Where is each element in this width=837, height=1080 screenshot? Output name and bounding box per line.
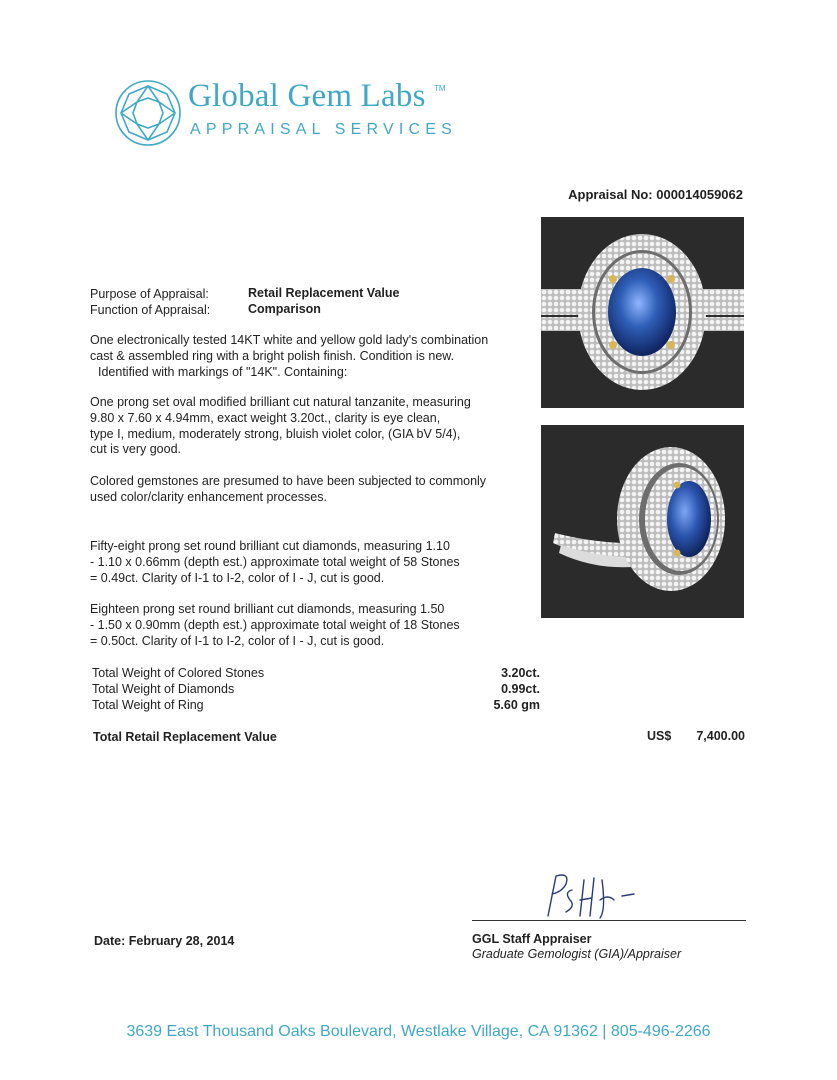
trademark-mark: TM [434,84,446,93]
diamonds-58-description [90,539,530,586]
text-line: Colored gemstones are presumed to have been subjected to commonly [90,474,487,488]
ring-photo-side-view [541,425,744,618]
purpose-value: Retail Replacement Value [248,286,400,300]
retail-value-amount: 7,400.00 [696,729,745,743]
text-line: = 0.49ct. Clarity of I-1 to I-2, color of I - J, cut is good. [90,570,385,585]
text-line: Fifty-eight prong set round brilliant cut diamonds, measuring 1.10 [90,539,450,553]
appraisal-number: Appraisal No: 000014059062 [568,187,743,202]
function-label: Function of Appraisal: [90,303,211,317]
total-colored-stones-label: Total Weight of Colored Stones [92,666,265,680]
purpose-label: Purpose of Appraisal: [90,287,209,301]
function-value: Comparison [248,302,321,316]
text-line: type I, medium, moderately strong, bluish violet color, (GIA bV 5/4), [90,426,461,441]
diamond-logo-icon [113,78,183,148]
text-line: = 0.50ct. Clarity of I-1 to I-2, color of I - J, cut is good. [90,633,385,648]
footer-address: 3639 East Thousand Oaks Boulevard, Westlake Village, CA 91362 | 805-496-2266 [126,1023,711,1040]
colored-gemstone-note [90,474,530,506]
total-diamonds-label: Total Weight of Diamonds [92,682,235,696]
text-line: used color/clarity enhancement processes. [90,489,327,504]
appraiser-name: GGL Staff Appraiser [472,932,592,946]
ring-description [90,333,530,380]
text-line: One prong set oval modified brilliant cut natural tanzanite, measuring [90,395,471,409]
total-ring-weight-label: Total Weight of Ring [92,698,204,712]
signature-line [472,920,746,921]
ring-photo-top-view [541,217,744,408]
text-line: Identified with markings of "14K". Containing: [98,364,348,379]
diamonds-18-description [90,602,530,649]
retail-value-currency: US$ [647,729,672,743]
tanzanite-description [90,395,530,458]
appraisal-date: Date: February 28, 2014 [94,934,235,948]
text-line: - 1.10 x 0.66mm (depth est.) approximate total weight of 58 Stones [90,554,460,569]
brand-title: Global Gem Labs [188,78,426,114]
text-line: - 1.50 x 0.90mm (depth est.) approximate total weight of 18 Stones [90,617,460,632]
text-line: Eighteen prong set round brilliant cut diamonds, measuring 1.50 [90,602,445,616]
appraiser-signature [536,870,646,922]
total-colored-stones-value: 3.20ct. [501,666,540,680]
total-ring-weight-value: 5.60 gm [493,698,540,712]
text-line: cast & assembled ring with a bright polish finish. Condition is new. [90,348,455,363]
text-line: 9.80 x 7.60 x 4.94mm, exact weight 3.20ct., clarity is eye clean, [90,410,441,425]
text-line: cut is very good. [90,442,182,457]
brand-subtitle: APPRAISAL SERVICES [190,121,458,138]
text-line: One electronically tested 14KT white and yellow gold lady's combination [90,333,489,347]
total-diamonds-value: 0.99ct. [501,682,540,696]
retail-value-label: Total Retail Replacement Value [93,730,277,744]
appraiser-title: Graduate Gemologist (GIA)/Appraiser [472,947,682,961]
